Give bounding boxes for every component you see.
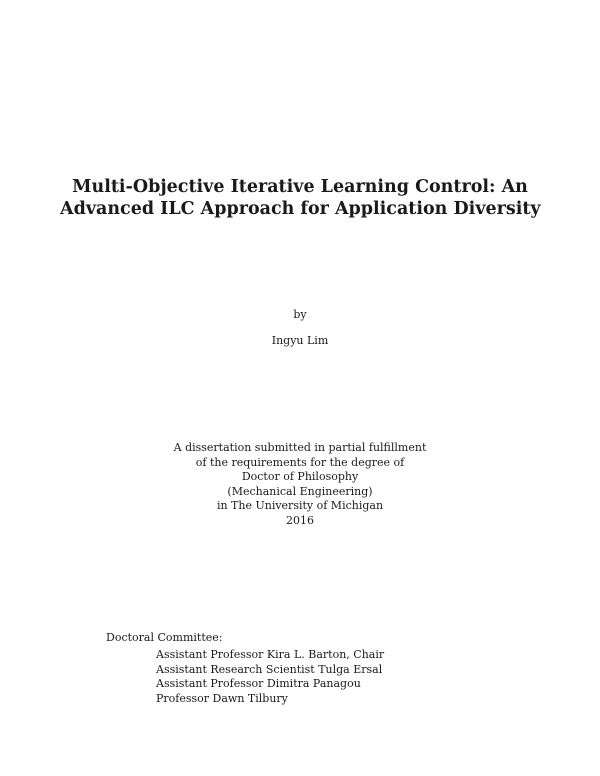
statement-line: A dissertation submitted in partial fulfillment (173, 441, 427, 454)
committee-heading: Doctoral Committee: (106, 631, 223, 644)
committee-member: Professor Dawn Tilbury (156, 691, 288, 705)
degree-name: Doctor of Philosophy (241, 470, 359, 484)
degree-statement (0, 441, 600, 529)
department: (Mechanical Engineering) (227, 484, 373, 498)
committee-member: Assistant Research Scientist Tulga Ersal (156, 662, 383, 676)
committee-member: Assistant Professor Dimitra Panagou (156, 677, 361, 691)
statement-line: of the requirements for the degree of (195, 455, 405, 469)
university: in The University of Michigan (216, 499, 384, 513)
title-line-2: Advanced ILC Approach for Application Diversity (60, 199, 541, 219)
year: 2016 (286, 513, 314, 527)
author-name: Ingyu Lim (271, 334, 329, 347)
by-label: by (293, 308, 307, 321)
committee-list (156, 648, 384, 706)
committee-member: Assistant Professor Kira L. Barton, Chair (156, 648, 385, 661)
title-line-1: Multi-Objective Iterative Learning Control: An (72, 177, 528, 197)
dissertation-title (60, 176, 540, 220)
